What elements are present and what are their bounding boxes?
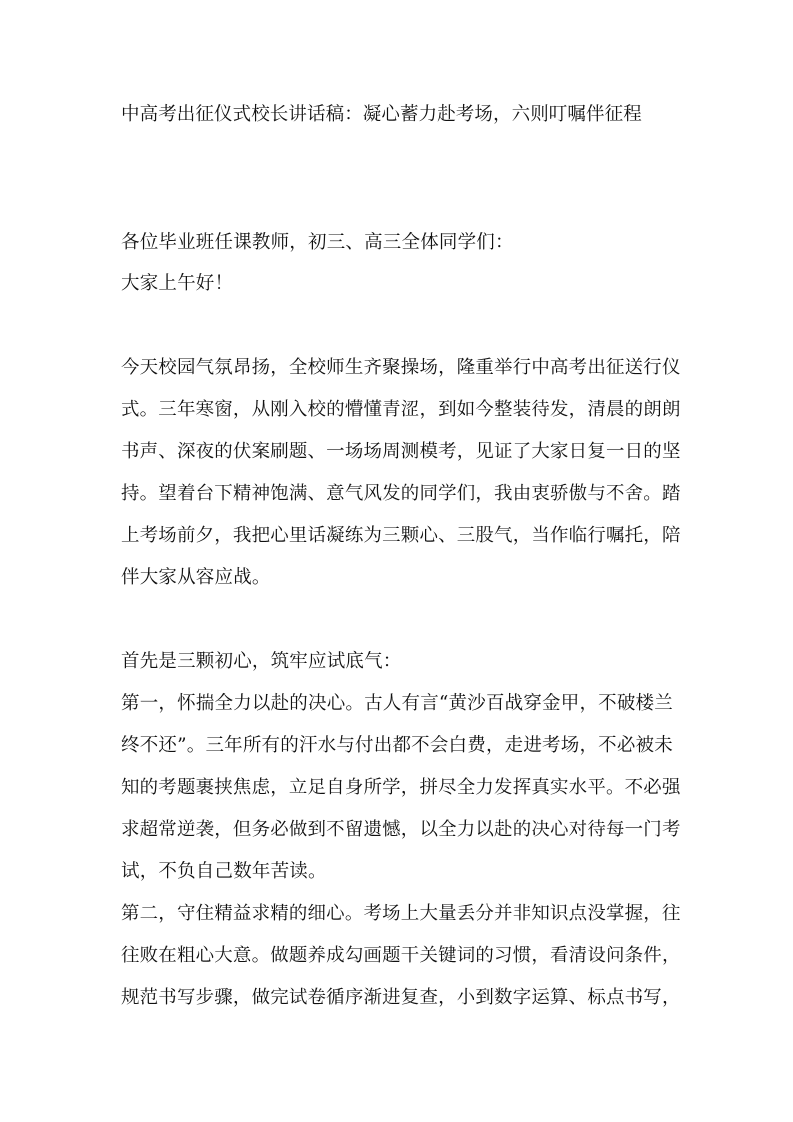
paragraph-1-line: 伴大家从容应战。: [121, 567, 271, 588]
document-title: 中高考出征仪式校长讲话稿：凝心蓄力赴考场，六则叮嘱伴征程: [121, 104, 642, 125]
paragraph-1-line: 今天校园气氛昂扬，全校师生齐聚操场，隆重举行中高考出征送行仪: [121, 357, 681, 378]
paragraph-3-line: 第二，守住精益求精的细心。考场上大量丢分并非知识点没掌握，往: [121, 903, 681, 924]
paragraph-2-line: 试，不负自己数年苦读。: [121, 861, 327, 882]
salutation: 各位毕业班任课教师，初三、高三全体同学们：: [121, 232, 514, 253]
greeting: 大家上午好！: [121, 273, 234, 294]
paragraph-3-line: 往败在粗心大意。做题养成勾画题干关键词的习惯，看清设问条件，: [121, 945, 681, 966]
paragraph-1-line: 持。望着台下精神饱满、意气风发的同学们，我由衷骄傲与不舍。踏: [121, 483, 681, 504]
paragraph-2-line: 知的考题裹挟焦虑，立足自身所学，拼尽全力发挥真实水平。不必强: [121, 777, 681, 798]
paragraph-2-line: 求超常逆袭，但务必做到不留遗憾，以全力以赴的决心对待每一门考: [121, 819, 681, 840]
paragraph-1-line: 上考场前夕，我把心里话凝练为三颗心、三股气，当作临行嘱托，陪: [121, 525, 681, 546]
paragraph-2-line: 终不还”。三年所有的汗水与付出都不会白费，走进考场，不必被未: [121, 735, 673, 756]
paragraph-1-line: 书声、深夜的伏案刷题、一场场周测模考，见证了大家日复一日的坚: [121, 441, 681, 462]
paragraph-1-line: 式。三年寒窗，从刚入校的懵懂青涩，到如今整装待发，清晨的朗朗: [121, 399, 681, 420]
paragraph-3-line: 规范书写步骤，做完试卷循序渐进复查，小到数字运算、标点书写，: [121, 987, 681, 1008]
paragraph-2-line: 第一，怀揣全力以赴的决心。古人有言“黄沙百战穿金甲，不破楼兰: [121, 693, 673, 714]
section-heading: 首先是三颗初心，筑牢应试底气：: [121, 651, 402, 672]
